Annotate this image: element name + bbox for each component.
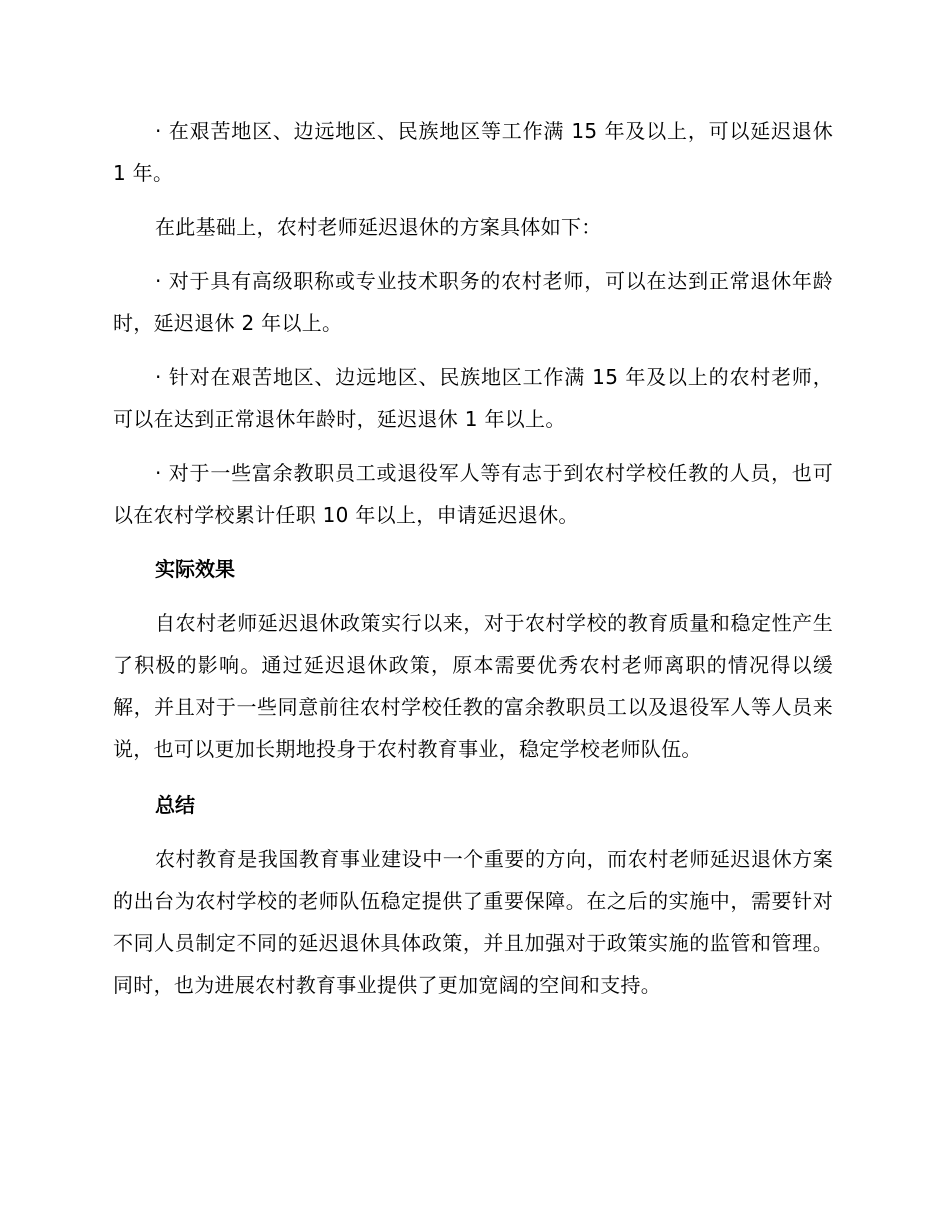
- section-body-effect: 自农村老师延迟退休政策实行以来，对于农村学校的教育质量和稳定性产生了积极的影响。通过延迟退休政策，原本需要优秀农村老师离职的情况得以缓解，并且对于一些同意前往农村学校任教的富余教职员工以及退役军人等人员来说，也可以更加长期地投身于农村教育事业，稳定学校老师队伍。: [113, 611, 833, 761]
- section-heading-effect: 实际效果: [155, 557, 235, 581]
- bullet-paragraph-remote-area: · 针对在艰苦地区、边远地区、民族地区工作满 15 年及以上的农村老师，可以在达到正常退休年龄时，延迟退休 1 年以上。: [113, 365, 833, 431]
- spacer: [113, 440, 833, 452]
- bullet-paragraph-hardship: · 在艰苦地区、边远地区、民族地区等工作满 15 年及以上，可以延迟退休 1 年。: [113, 119, 833, 185]
- spacer: [113, 344, 833, 356]
- intro-paragraph: 在此基础上，农村老师延迟退休的方案具体如下：: [155, 215, 602, 239]
- section-body-summary: 农村教育是我国教育事业建设中一个重要的方向，而农村老师延迟退休方案的出台为农村学校的老师队伍稳定提供了重要保障。在之后的实施中，需要针对不同人员制定不同的延迟退休具体政策，并且加强对于政策实施的监管和管理。同时，也为进展农村教育事业提供了更加宽阔的空间和支持。: [113, 847, 833, 997]
- document-body: [113, 110, 833, 1006]
- spacer: [113, 826, 833, 838]
- spacer: [113, 194, 833, 206]
- bullet-paragraph-senior-title: · 对于具有高级职称或专业技术职务的农村老师，可以在达到正常退休年龄时，延迟退休 2 年以上。: [113, 269, 833, 335]
- bullet-paragraph-surplus-staff: · 对于一些富余教职员工或退役军人等有志于到农村学校任教的人员，也可以在农村学校累计任职 10 年以上，申请延迟退休。: [113, 461, 833, 527]
- spacer: [113, 770, 833, 784]
- spacer: [113, 590, 833, 602]
- spacer: [113, 248, 833, 260]
- section-heading-summary: 总结: [155, 793, 195, 817]
- spacer: [113, 536, 833, 548]
